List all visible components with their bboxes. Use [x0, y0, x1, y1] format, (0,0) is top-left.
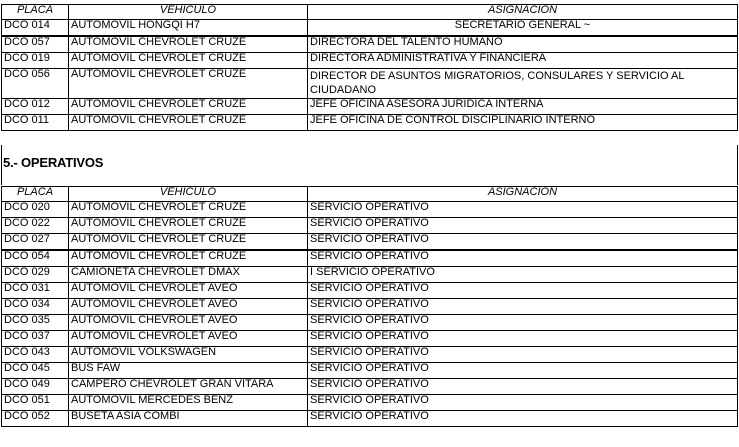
- asignacion-cell: DIRECTOR DE ASUNTOS MIGRATORIOS, CONSULARES Y SERVICIO AL CIUDADANO: [308, 69, 738, 99]
- asignacion-cell: JEFE OFICINA DE CONTROL DISCIPLINARIO INTERNO: [308, 115, 738, 131]
- vehiculo-cell: AUTOMOVIL VOLKSWAGEN: [69, 347, 308, 363]
- placa-header: PLACA: [2, 5, 69, 20]
- asignacion-cell: SERVICIO OPERATIVO: [308, 331, 738, 347]
- asignacion-cell: SERVICIO OPERATIVO: [308, 379, 738, 395]
- table-row: [2, 53, 738, 69]
- placa-cell: DCO 029: [2, 267, 69, 283]
- asignacion-cell: SERVICIO OPERATIVO: [308, 202, 738, 218]
- vehiculo-cell: AUTOMOVIL CHEVROLET AVEO: [69, 283, 308, 299]
- vehiculo-cell: AUTOMOVIL HONGQI H7: [69, 20, 308, 37]
- table-row: [2, 250, 738, 267]
- asignacion-cell: SERVICIO OPERATIVO: [308, 218, 738, 234]
- vehiculo-cell: AUTOMOVIL CHEVROLET CRUZE: [69, 250, 308, 267]
- asignacion-cell: SERVICIO OPERATIVO: [308, 234, 738, 251]
- table-row: [2, 267, 738, 283]
- vehiculo-cell: AUTOMOVIL CHEVROLET CRUZE: [69, 36, 308, 53]
- placa-cell: DCO 022: [2, 218, 69, 234]
- table-row: [2, 218, 738, 234]
- placa-cell: DCO 035: [2, 315, 69, 331]
- placa-cell: DCO 031: [2, 283, 69, 299]
- asignacion-header: ASIGNACION: [308, 187, 738, 202]
- asignacion-cell: SERVICIO OPERATIVO: [308, 395, 738, 411]
- placa-cell: DCO 027: [2, 234, 69, 251]
- asignacion-cell: SERVICIO OPERATIVO: [308, 363, 738, 379]
- asignacion-cell: SECRETARIO GENERAL ~: [308, 20, 738, 37]
- placa-cell: DCO 020: [2, 202, 69, 218]
- asignacion-cell: SERVICIO OPERATIVO: [308, 315, 738, 331]
- asignacion-header: ASIGNACION: [308, 5, 738, 20]
- asignacion-cell: I SERVICIO OPERATIVO: [308, 267, 738, 283]
- table-row: [2, 234, 738, 251]
- placa-cell: DCO 057: [2, 36, 69, 53]
- table-row: [2, 411, 738, 427]
- table-row: [2, 115, 738, 131]
- vehiculo-cell: AUTOMOVIL CHEVROLET CRUZE: [69, 99, 308, 115]
- vehiculo-cell: AUTOMOVIL CHEVROLET CRUZE: [69, 115, 308, 131]
- table-row: [2, 99, 738, 115]
- placa-cell: DCO 014: [2, 20, 69, 37]
- table-row: [2, 315, 738, 331]
- table-row: [2, 36, 738, 53]
- asignacion-cell: SERVICIO OPERATIVO: [308, 283, 738, 299]
- operativos-table: [1, 186, 738, 427]
- table-row: [2, 379, 738, 395]
- table-row: [2, 69, 738, 99]
- placa-cell: DCO 012: [2, 99, 69, 115]
- header-row: [2, 187, 738, 202]
- vehiculo-cell: AUTOMOVIL CHEVROLET CRUZE: [69, 234, 308, 251]
- table-row: [2, 299, 738, 315]
- placa-cell: DCO 037: [2, 331, 69, 347]
- asignacion-cell: SERVICIO OPERATIVO: [308, 411, 738, 427]
- placa-cell: DCO 054: [2, 250, 69, 267]
- vehiculo-cell: BUS FAW: [69, 363, 308, 379]
- placa-cell: DCO 049: [2, 379, 69, 395]
- vehiculo-cell: AUTOMOVIL CHEVROLET AVEO: [69, 299, 308, 315]
- table-row: [2, 202, 738, 218]
- table-row: [2, 20, 738, 37]
- table-row: [2, 283, 738, 299]
- vehiculo-cell: AUTOMOVIL CHEVROLET AVEO: [69, 315, 308, 331]
- vehiculo-cell: AUTOMOVIL CHEVROLET AVEO: [69, 331, 308, 347]
- asignacion-cell: DIRECTORA DEL TALENTO HUMANO: [308, 36, 738, 53]
- vehiculo-cell: AUTOMOVIL MERCEDES BENZ: [69, 395, 308, 411]
- asignacion-cell: DIRECTORA ADMINISTRATIVA Y FINANCIERA: [308, 53, 738, 69]
- placa-cell: DCO 045: [2, 363, 69, 379]
- placa-cell: DCO 043: [2, 347, 69, 363]
- placa-cell: DCO 056: [2, 69, 69, 99]
- section-frame: [1, 145, 738, 185]
- placa-cell: DCO 034: [2, 299, 69, 315]
- vehiculo-cell: AUTOMOVIL CHEVROLET CRUZE: [69, 218, 308, 234]
- asignacion-cell: SERVICIO OPERATIVO: [308, 347, 738, 363]
- vehiculo-cell: BUSETA ASIA COMBI: [69, 411, 308, 427]
- vehiculo-header: VEHICULO: [69, 187, 308, 202]
- vehiculo-cell: AUTOMOVIL CHEVROLET CRUZE: [69, 53, 308, 69]
- placa-cell: DCO 019: [2, 53, 69, 69]
- placa-cell: DCO 051: [2, 395, 69, 411]
- table-row: [2, 363, 738, 379]
- placa-cell: DCO 052: [2, 411, 69, 427]
- directivos-table: [1, 4, 738, 131]
- table-row: [2, 395, 738, 411]
- asignacion-cell: SERVICIO OPERATIVO: [308, 299, 738, 315]
- table-row: [2, 347, 738, 363]
- header-row: [2, 5, 738, 20]
- asignacion-cell: JEFE OFICINA ASESORA JURIDICA INTERNA: [308, 99, 738, 115]
- vehiculo-cell: CAMPERO CHEVROLET GRAN VITARA: [69, 379, 308, 395]
- placa-header: PLACA: [2, 187, 69, 202]
- vehiculo-cell: AUTOMOVIL CHEVROLET CRUZE: [69, 69, 308, 99]
- vehiculo-cell: AUTOMOVIL CHEVROLET CRUZE: [69, 202, 308, 218]
- table-row: [2, 331, 738, 347]
- section-title: 5.- OPERATIVOS: [3, 155, 104, 170]
- placa-cell: DCO 011: [2, 115, 69, 131]
- vehiculo-header: VEHICULO: [69, 5, 308, 20]
- vehiculo-cell: CAMIONETA CHEVROLET DMAX: [69, 267, 308, 283]
- asignacion-cell: SERVICIO OPERATIVO: [308, 250, 738, 267]
